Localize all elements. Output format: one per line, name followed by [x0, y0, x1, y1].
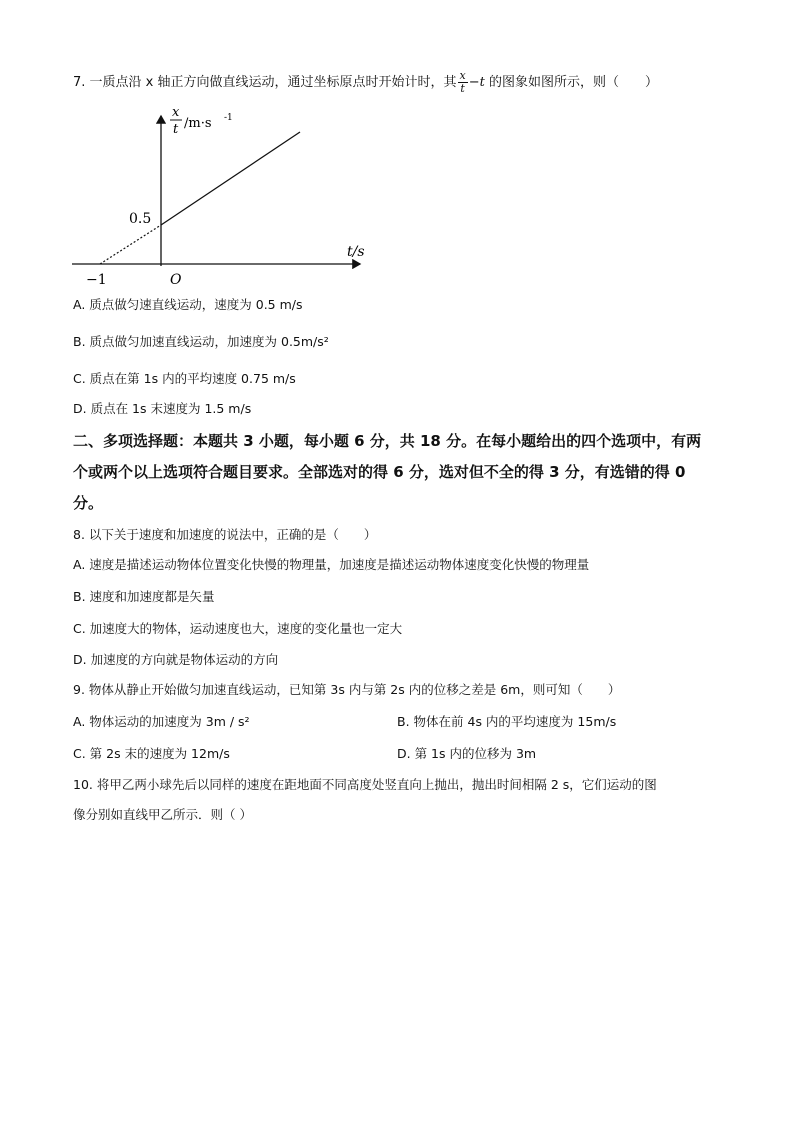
q9-option-d: D. 第 1s 内的位移为 3m	[397, 746, 537, 761]
q7-stem	[73, 70, 658, 95]
section2-heading-line3: 分。	[73, 494, 104, 512]
q8-option-b: B. 速度和加速度都是矢量	[73, 589, 215, 604]
q9-stem: 9. 物体从静止开始做匀加速直线运动，已知第 3s 内与第 2s 内的位移之差是 6m，则可知（ ）	[73, 682, 621, 697]
q7-graph	[60, 108, 380, 290]
q8-option-c: C. 加速度大的物体，运动速度也大，速度的变化量也一定大	[73, 621, 403, 636]
q7-stem-fraction	[458, 70, 468, 95]
q7-option-b: B. 质点做匀加速直线运动，加速度为 0.5m/s²	[73, 334, 329, 349]
q7-frac-numerator: x	[459, 69, 466, 82]
q9-option-c: C. 第 2s 末的速度为 12m/s	[73, 746, 230, 761]
q9-option-a: A. 物体运动的加速度为 3m / s²	[73, 714, 250, 729]
q7-graph-y-unit-exp: -1	[224, 113, 233, 123]
q8-stem: 8. 以下关于速度和加速度的说法中，正确的是（ ）	[73, 527, 377, 542]
q7-option-a: A. 质点做匀速直线运动，速度为 0.5 m/s	[73, 297, 303, 312]
q7-stem-text-a: 7. 一质点沿 x 轴正方向做直线运动，通过坐标原点时开始计时，其	[73, 75, 457, 90]
q9-option-b: B. 物体在前 4s 内的平均速度为 15m/s	[397, 714, 617, 729]
q7-stem-text-c: 的图象如图所示，则（ ）	[484, 75, 658, 90]
q7-frac-denominator: t	[460, 82, 465, 95]
section2-heading-line1: 二、多项选择题：本题共 3 小题，每小题 6 分，共 18 分。在每小题给出的四个选项中，有两	[73, 432, 702, 450]
q8-option-d: D. 加速度的方向就是物体运动的方向	[73, 652, 279, 667]
q7-graph-origin-label: O	[170, 272, 182, 288]
q7-graph-tick-y: 0.5	[129, 211, 152, 227]
q10-stem-line1: 10. 将甲乙两小球先后以同样的速度在距地面不同高度处竖直向上抛出，抛出时间相隔 2 s，它们运动的图	[73, 777, 657, 792]
section2-heading-line2: 个或两个以上选项符合题目要求。全部选对的得 6 分，选对但不全的得 3 分，有选错的得 0	[73, 463, 686, 481]
q7-graph-y-label-num: x	[172, 108, 180, 120]
q7-graph-tick-x: −1	[86, 272, 107, 288]
q7-stem-t: t	[479, 75, 485, 90]
q7-graph-data-line	[161, 132, 300, 225]
q7-option-c: C. 质点在第 1s 内的平均速度 0.75 m/s	[73, 371, 296, 386]
q7-graph-y-unit: /m·s	[184, 116, 212, 131]
q7-graph-x-label: t/s	[347, 244, 365, 260]
q7-graph-y-label-den: t	[173, 122, 179, 137]
q7-option-d: D. 质点在 1s 末速度为 1.5 m/s	[73, 401, 252, 416]
q8-option-a: A. 速度是描述运动物体位置变化快慢的物理量，加速度是描述运动物体速度变化快慢的物理量	[73, 557, 590, 572]
q7-stem-minus: −	[468, 75, 480, 90]
q7-graph-dashed-extension	[100, 225, 161, 264]
q10-stem-line2: 像分别如直线甲乙所示．则（ ）	[73, 807, 252, 822]
